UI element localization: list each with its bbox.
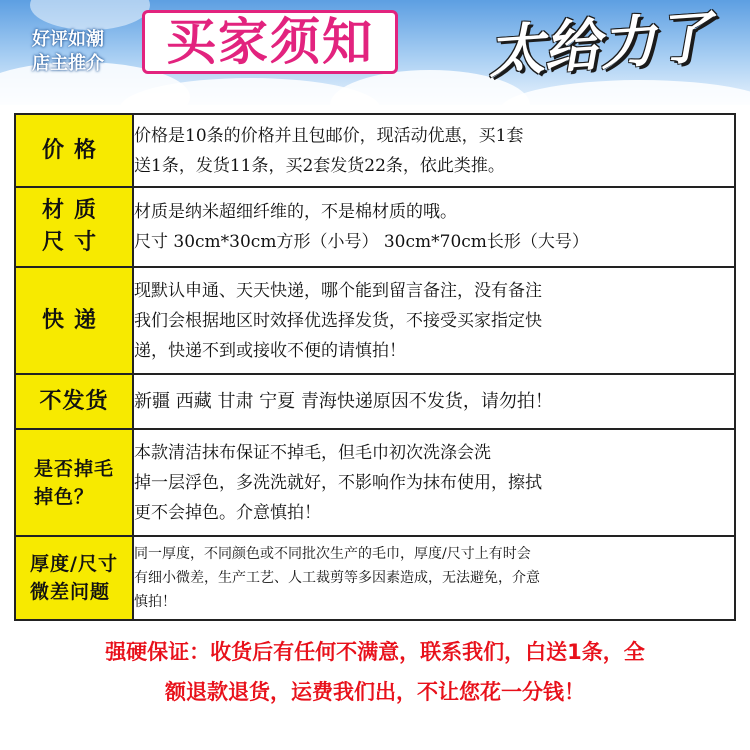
row-label-text: 材质 尺寸 bbox=[41, 198, 106, 255]
row-content bbox=[133, 374, 735, 429]
content-line: 送1条，发货11条，买2套发货22条，依此类推。 bbox=[134, 155, 505, 176]
row-content bbox=[133, 536, 735, 620]
row-label bbox=[15, 374, 133, 429]
guarantee-line: 额退款退货，运费我们出，不让您花一分钱！ bbox=[165, 680, 585, 704]
table-row bbox=[15, 374, 735, 429]
content-line: 同一厚度，不同颜色或不同批次生产的毛巾，厚度/尺寸上有时会 bbox=[134, 546, 531, 562]
row-label-text: 厚度/尺寸 微差问题 bbox=[30, 553, 118, 603]
row-label bbox=[15, 536, 133, 620]
page-title: 买家须知 bbox=[142, 10, 398, 74]
row-content bbox=[133, 114, 735, 187]
notice-table bbox=[14, 113, 736, 621]
guarantee-line: 强硬保证：收货后有任何不满意，联系我们，白送1条，全 bbox=[105, 640, 645, 664]
row-content bbox=[133, 429, 735, 536]
content-line: 价格是10条的价格并且包邮价，现活动优惠，买1套 bbox=[134, 125, 524, 146]
slogan-text: 太给力了 bbox=[485, 4, 714, 86]
content-line: 新疆 西藏 甘肃 宁夏 青海快递原因不发货，请勿拍！ bbox=[134, 390, 553, 412]
row-label bbox=[15, 267, 133, 374]
content-line: 尺寸 30cm*30cm方形（小号） 30cm*70cm长形（大号） bbox=[134, 232, 589, 252]
guarantee-notice bbox=[0, 632, 750, 712]
row-label-text: 价格 bbox=[41, 137, 106, 163]
content-line: 有细小微差，生产工艺、人工裁剪等多因素造成，无法避免，介意 bbox=[134, 570, 540, 586]
row-label-text: 是否掉毛 掉色？ bbox=[33, 457, 114, 508]
row-label bbox=[15, 114, 133, 187]
table-row bbox=[15, 429, 735, 536]
row-content bbox=[133, 187, 735, 267]
table-row bbox=[15, 267, 735, 374]
row-label bbox=[15, 429, 133, 536]
content-line: 掉一层浮色，多洗洗就好，不影响作为抹布使用，擦拭 bbox=[134, 472, 542, 493]
row-content bbox=[133, 267, 735, 374]
table-row bbox=[15, 536, 735, 620]
content-line: 更不会掉色。介意慎拍！ bbox=[134, 502, 321, 523]
content-line: 现默认申通、天天快递，哪个能到留言备注，没有备注 bbox=[134, 280, 542, 301]
content-line: 慎拍！ bbox=[134, 594, 176, 610]
content-line: 递，快递不到或接收不便的请慎拍！ bbox=[134, 340, 406, 361]
content-line: 本款清洁抹布保证不掉毛，但毛巾初次洗涤会洗 bbox=[134, 442, 491, 463]
row-label-text: 不发货 bbox=[39, 388, 109, 414]
table-row bbox=[15, 114, 735, 187]
table-row bbox=[15, 187, 735, 267]
praise-badge: 好评如潮 店主推介 bbox=[32, 29, 104, 74]
content-line: 我们会根据地区时效择优选择发货，不接受买家指定快 bbox=[134, 310, 542, 331]
cloud-shape bbox=[30, 0, 150, 30]
row-label bbox=[15, 187, 133, 267]
header-banner bbox=[0, 0, 750, 105]
row-label-text: 快递 bbox=[41, 307, 106, 333]
content-line: 材质是纳米超细纤维的，不是棉材质的哦。 bbox=[134, 202, 457, 222]
